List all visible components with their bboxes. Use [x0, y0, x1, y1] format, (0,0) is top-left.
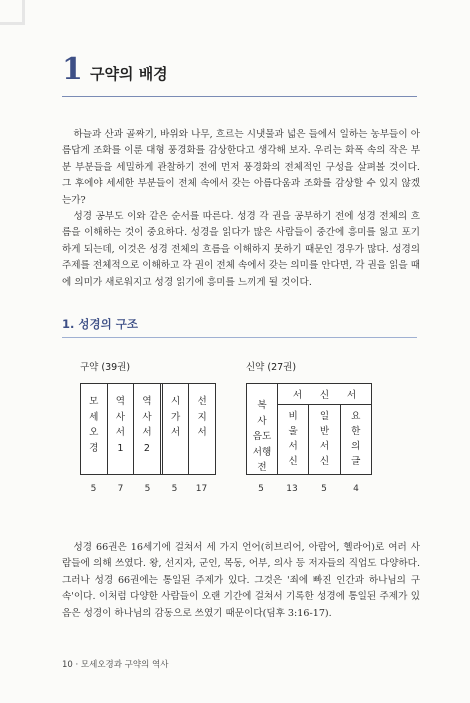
ot-char: 지: [197, 411, 207, 423]
nt-book-counts: [246, 484, 372, 494]
ot-column-pentateuch: [81, 384, 108, 474]
page-footer: 10 · 모세오경과 구약의 역사: [62, 660, 169, 670]
nt-char: 복: [257, 400, 267, 411]
nt-char: 한: [351, 426, 361, 437]
epistles-header-char: 서: [346, 390, 357, 401]
ot-char: 시: [170, 396, 181, 407]
nt-count: 5: [321, 484, 327, 494]
corner-decoration: [0, 0, 25, 25]
ot-char: 역: [142, 396, 152, 407]
nt-char: 비: [288, 411, 298, 422]
ot-char: 세: [89, 411, 99, 423]
nt-count: 5: [258, 484, 264, 494]
nt-column-pauline: [278, 405, 309, 474]
ot-count: 17: [195, 484, 208, 494]
chapter-title: 구약의 배경: [90, 65, 168, 83]
nt-column-johannine: [341, 405, 371, 474]
nt-char: 반: [319, 426, 330, 437]
new-testament-label: 신약 (27권): [246, 362, 297, 373]
section-heading: 1. 성경의 구조: [62, 317, 138, 331]
nt-char: 서: [319, 441, 330, 452]
old-testament-label: 구약 (39권): [80, 362, 131, 373]
ot-char: 서: [142, 427, 152, 438]
nt-char: 일: [319, 411, 330, 422]
chapter-number: 1: [62, 52, 83, 87]
outro-text: [62, 540, 420, 622]
ot-char: 1: [117, 442, 124, 454]
ot-column-prophets: [189, 384, 215, 474]
nt-column-gospels-acts: [247, 384, 278, 474]
epistles-header-char: 신: [319, 390, 330, 401]
nt-char: 의: [351, 441, 361, 452]
ot-book-counts: [80, 484, 215, 494]
ot-char: 가: [170, 411, 181, 423]
nt-count: 4: [353, 484, 359, 494]
ot-count: 5: [90, 484, 97, 494]
title-divider: [62, 96, 417, 97]
intro-paragraph-1: 하늘과 산과 골짜기, 바위와 나무, 흐르는 시냇물과 넓은 들에서 일하는 농부들이 아름답게 조화를 이룬 대형 풍경화를 감상한다고 생각해 보자. 우리는 화폭 속의 작은 부분 부분들을 세밀하게 관찰하기 전에 먼저 풍경화의 전체적인 구성을 살펴볼 것이다. 그 후에야 세세한 부분들이 전체 속에서 갖는 아름다움과 조화를 감상할 수 있지 않겠는가?: [62, 129, 420, 206]
ot-char: 서: [197, 427, 207, 438]
nt-char: 서: [288, 441, 298, 452]
ot-char: 사: [115, 411, 126, 423]
ot-char: 사: [142, 411, 152, 423]
ot-column-poetry: [163, 384, 190, 474]
nt-char: 신: [319, 456, 330, 467]
nt-count: 13: [286, 484, 298, 494]
nt-char: 요: [351, 411, 361, 422]
nt-epistles-group: [278, 384, 371, 474]
nt-char: 음도: [252, 431, 272, 442]
ot-char: 선: [197, 396, 207, 407]
ot-column-history-2: [134, 384, 163, 474]
ot-column-history-1: [108, 384, 135, 474]
ot-char: 2: [143, 442, 151, 454]
epistles-header-char: 서: [292, 390, 303, 401]
nt-char: 전: [257, 462, 267, 473]
outro-paragraph: 성경 66권은 16세기에 걸쳐서 세 가지 언어(히브리어, 아람어, 헬라어)로 여러 사람들에 의해 쓰였다. 왕, 선지자, 군인, 목동, 어부, 의사 등 저자들의 직업도 다양하다. 그러나 성경 66권에는 통일된 주제가 있다. 그것은 '죄에 빠진 인간과 하나님의 구속'이다. 이처럼 다양한 사람들이 오랜 기간에 걸쳐서 기록한 성경에 통일된 주제가 있음은 성경이 하나님의 감동으로 쓰였기 때문이다(딤후 3:16-17).: [62, 542, 420, 619]
nt-char: 사: [257, 415, 267, 427]
new-testament-diagram: [246, 383, 372, 475]
ot-char: 서: [115, 427, 126, 438]
intro-paragraph-2: 성경 공부도 이와 같은 순서를 따른다. 성경 각 권을 공부하기 전에 성경 전체의 흐름을 이해하는 것이 중요하다. 성경을 읽다가 많은 사람들이 중간에 흥미를 잃고 포기하게 되는데, 이것은 성경 전체의 흐름을 이해하지 못하기 때문인 경우가 많다. 성경의 주제를 전체적으로 이해하고 각 권이 전체 속에서 갖는 의미를 안다면, 각 권을 읽을 때에 의미가 새로워지고 성경 읽기에 흥미를 느끼게 될 것이다.: [62, 211, 420, 288]
nt-column-general: [309, 405, 340, 474]
old-testament-diagram: [80, 383, 216, 475]
ot-char: 오: [89, 427, 99, 438]
nt-char: 신: [288, 456, 298, 467]
nt-char: 글: [351, 456, 361, 467]
ot-count: 5: [144, 484, 151, 494]
ot-char: 서: [170, 427, 181, 438]
intro-text: [62, 127, 420, 291]
ot-count: 7: [117, 484, 124, 494]
ot-char: 모: [89, 396, 99, 407]
ot-char: 역: [115, 396, 126, 407]
nt-char: 서행: [252, 446, 272, 458]
ot-count: 5: [171, 484, 178, 494]
section-divider: [62, 337, 417, 338]
ot-char: 경: [89, 442, 99, 454]
epistles-header: [278, 384, 371, 405]
nt-char: 울: [288, 426, 298, 437]
